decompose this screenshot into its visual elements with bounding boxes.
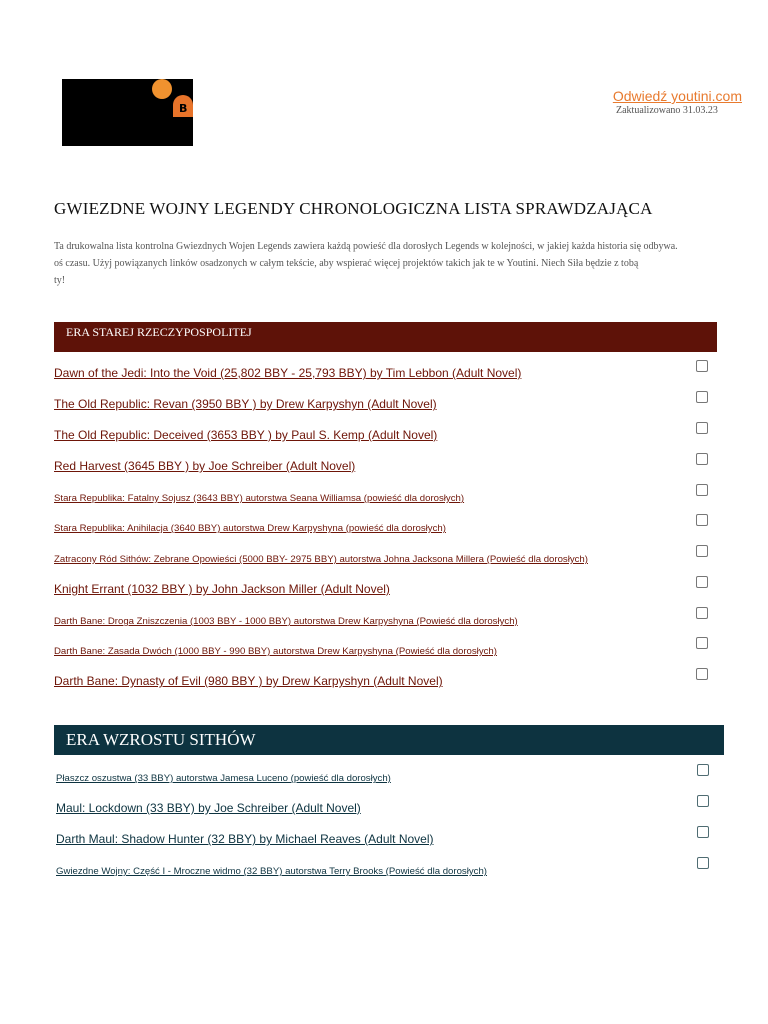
book-item (54, 391, 714, 415)
book-item (54, 857, 714, 881)
page-title: GWIEZDNE WOJNY LEGENDY CHRONOLOGICZNA LISTA SPRAWDZAJĄCA (54, 199, 653, 218)
book-link[interactable]: Zatracony Ród Sithów: Zebrane Opowieści (5000 BBY- 2975 BBY) autorstwa Johna Jacksona Millera (Powieść dla dorosłych) (54, 554, 588, 565)
youtini-logo (62, 79, 193, 146)
book-link[interactable]: Darth Maul: Shadow Hunter (32 BBY) by Michael Reaves (Adult Novel) (56, 832, 434, 846)
book-item (54, 360, 714, 384)
book-checkbox[interactable] (696, 668, 708, 680)
book-link[interactable]: Knight Errant (1032 BBY ) by John Jackson Miller (Adult Novel) (54, 582, 390, 596)
book-checkbox[interactable] (697, 857, 709, 869)
book-item (54, 576, 714, 600)
logo-house-icon: B (173, 95, 193, 117)
book-link[interactable]: Stara Republika: Anihilacja (3640 BBY) autorstwa Drew Karpyshyna (powieść dla dorosłych) (54, 523, 446, 534)
era-heading-old-republic: ERA STAREJ RZECZYPOSPOLITEJ (54, 322, 717, 352)
visit-youtini-link[interactable]: Odwiedź youtini.com (612, 88, 742, 104)
book-link[interactable]: Gwiezdne Wojny: Część I - Mroczne widmo (32 BBY) autorstwa Terry Brooks (Powieść dla dorosłych) (56, 866, 487, 877)
book-link[interactable]: Maul: Lockdown (33 BBY) by Joe Schreiber (Adult Novel) (56, 801, 361, 815)
book-checkbox[interactable] (696, 545, 708, 557)
era-heading-rise-of-sith: ERA WZROSTU SITHÓW (54, 725, 724, 755)
updated-date: Zaktualizowano 31.03.23 (616, 105, 718, 116)
book-link[interactable]: The Old Republic: Deceived (3653 BBY ) by Paul S. Kemp (Adult Novel) (54, 428, 438, 442)
book-link[interactable]: The Old Republic: Revan (3950 BBY ) by Drew Karpyshyn (Adult Novel) (54, 397, 437, 411)
logo-dot-icon (152, 79, 172, 99)
book-link[interactable]: Red Harvest (3645 BBY ) by Joe Schreiber (Adult Novel) (54, 459, 356, 473)
book-item (54, 668, 714, 692)
book-item (54, 484, 714, 508)
book-checkbox[interactable] (697, 826, 709, 838)
book-checkbox[interactable] (696, 607, 708, 619)
book-link[interactable]: Darth Bane: Zasada Dwóch (1000 BBY - 990 BBY) autorstwa Drew Karpyshyna (Powieść dla dorosłych) (54, 646, 497, 657)
intro-text: Ta drukowalna lista kontrolna Gwiezdnych Wojen Legends zawiera każdą powieść dla dorosłych Legends w kolejności, w jakiej każda historia się odbywa. oś czasu. Użyj powiązanych linków osadzonych w całym tekście, aby wspierać więcej projektów takich jak te w Youtini. Niech Siła będzie z tobą ty! (54, 241, 678, 286)
book-link[interactable]: Płaszcz oszustwa (33 BBY) autorstwa Jamesa Luceno (powieść dla dorosłych) (56, 773, 391, 784)
book-item (54, 545, 714, 569)
book-checkbox[interactable] (696, 484, 708, 496)
book-item (54, 795, 714, 819)
book-item (54, 826, 714, 850)
book-item (54, 422, 714, 446)
book-item (54, 514, 714, 538)
book-link[interactable]: Darth Bane: Dynasty of Evil (980 BBY ) by Drew Karpyshyn (Adult Novel) (54, 674, 443, 688)
book-checkbox[interactable] (697, 795, 709, 807)
book-checkbox[interactable] (696, 422, 708, 434)
book-checkbox[interactable] (696, 391, 708, 403)
book-checkbox[interactable] (696, 514, 708, 526)
book-checkbox[interactable] (696, 637, 708, 649)
book-item (54, 607, 714, 631)
book-link[interactable]: Dawn of the Jedi: Into the Void (25,802 BBY - 25,793 BBY) by Tim Lebbon (Adult Novel) (54, 366, 522, 380)
book-checkbox[interactable] (697, 764, 709, 776)
book-item (54, 453, 714, 477)
book-link[interactable]: Stara Republika: Fatalny Sojusz (3643 BBY) autorstwa Seana Williamsa (powieść dla dorosłych) (54, 493, 465, 504)
book-checkbox[interactable] (696, 576, 708, 588)
book-item (54, 764, 714, 788)
book-checkbox[interactable] (696, 453, 708, 465)
book-link[interactable]: Darth Bane: Droga Zniszczenia (1003 BBY - 1000 BBY) autorstwa Drew Karpyshyna (Powieść dla dorosłych) (54, 616, 518, 627)
book-item (54, 637, 714, 661)
book-checkbox[interactable] (696, 360, 708, 372)
